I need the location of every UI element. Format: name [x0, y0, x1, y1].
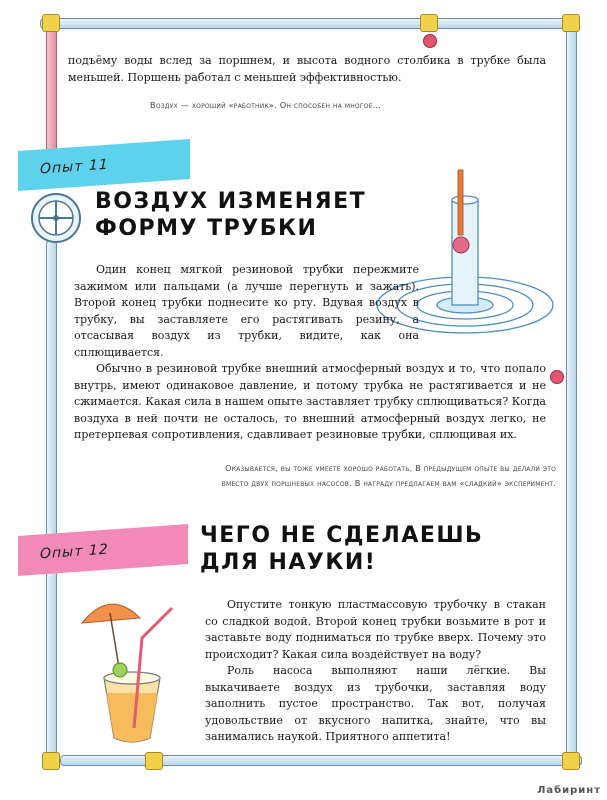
experiment-11-caption-line1: Оказывается, вы тоже умеете хорошо работать. В предыдущем опыте вы делали это	[224, 463, 556, 473]
experiment-12-title-line1: ЧЕГО НЕ СДЕЛАЕШЬ	[200, 523, 484, 548]
joint-top-middle	[420, 14, 438, 32]
left-pipe	[46, 240, 57, 762]
experiment-11-caption-line2: вместо двух поршневых насосов. В награду предлагаем вам «сладкий» эксперимент.	[221, 478, 556, 488]
corner-joint-top-left	[42, 14, 60, 32]
experiment-11-title-line1: ВОЗДУХ ИЗМЕНЯЕТ	[95, 189, 367, 214]
experiment-11-text	[74, 262, 546, 444]
experiment-11-title-line2: ФОРМУ ТРУБКИ	[95, 216, 318, 241]
experiment-11-label	[18, 139, 190, 191]
bottom-pipe	[60, 755, 582, 766]
valve-top	[423, 34, 437, 48]
experiment-12-title-line2: ДЛЯ НАУКИ!	[200, 550, 377, 575]
intro-text: подъёму воды вслед за поршнем, и высота водного столбика в трубке была меньшей. Поршень работал с меньшей эффективностью.	[68, 54, 546, 84]
experiment-11-label-text: Опыт 11	[40, 156, 109, 178]
experiment-11-title	[95, 188, 366, 242]
joint-bottom-middle	[145, 752, 163, 770]
pipe-gauge-icon	[28, 190, 84, 246]
experiment-11-paragraph-2: Обычно в резиновой трубке внешний атмосферный воздух и то, что попало внутрь, имеют одинаковое давление, и потому трубка не растягивается и не сжимается. Какая сила в нашем опыте заставляет трубку сплющиваться? Когда воздуха в ней почти не осталось, то внешний атмосферный воздух легко, не претерпевая сопротивления, сдавливает резиновые трубки, сплющивая их.	[74, 362, 546, 441]
corner-joint-bottom-right	[562, 752, 580, 770]
intro-paragraph	[68, 53, 546, 86]
experiment-11-paragraph-1: Один конец мягкой резиновой трубки пережмите зажимом или пальцами (а лучше перегнуть и зажать). Второй конец трубки поднесите ко рту. Вдувая воздух в трубку, вы заставляете его растягивать резину, а отсасывая воздух из трубки, видите, как она сплющивается.	[74, 263, 419, 359]
valve-right	[550, 370, 564, 384]
glass-with-straw-illustration	[72, 588, 192, 748]
experiment-12-label-text: Опыт 12	[40, 541, 109, 563]
experiment-11-caption	[146, 461, 556, 491]
experiment-12-paragraph-1: Опустите тонкую пластмассовую трубочку в стакан со сладкой водой. Второй конец трубки возьмите в рот и заставьте воду подниматься по трубке вверх. Почему это происходит? Какая сила воздействует на воду?	[205, 598, 546, 661]
experiment-12-title	[200, 522, 483, 576]
experiment-12-paragraph-2: Роль насоса выполняют наши лёгкие. Вы выкачиваете воздух из трубочки, заставляя воду заполнить пустое пространство. Так вот, получая удовольствие от вкусного напитка, знайте, что вы занимались наукой. Приятного аппетита!	[205, 664, 546, 743]
corner-joint-top-right	[562, 14, 580, 32]
experiment-12-label	[18, 524, 188, 576]
top-pipe	[40, 18, 572, 29]
right-pipe	[566, 22, 577, 762]
caption-top: Воздух — хороший «работник». Он способен на многое…	[150, 100, 382, 110]
watermark-logo: Лабиринт	[537, 785, 601, 796]
experiment-12-text	[205, 597, 546, 746]
corner-joint-bottom-left	[42, 752, 60, 770]
